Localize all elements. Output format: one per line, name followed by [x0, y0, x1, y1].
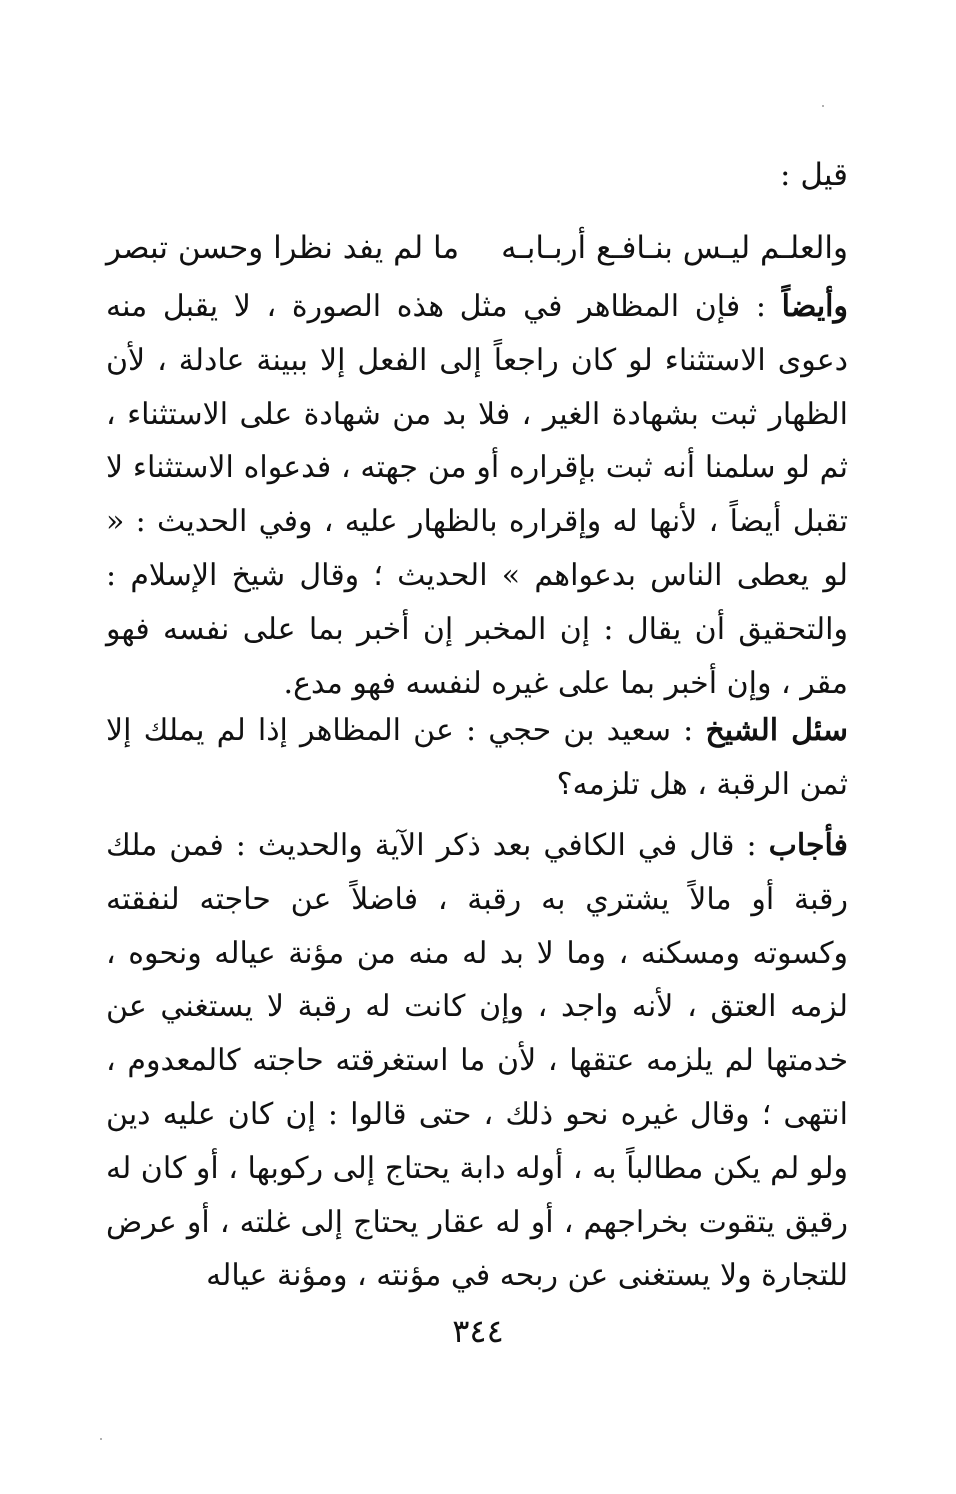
- scan-speck: [822, 105, 824, 107]
- paragraph-text: : قال في الكافي بعد ذكر الآية والحديث : فمن ملك رقبة أو مالاً يشتري به رقبة ، فاضلاً عن حاجته لنفقته وكسوته ومسكنه ، وما لا بد له منه من مؤنة عياله ونحوه ، لزمه العتق ، لأنه واجد ، وإن كانت له رقبة لا يستغني عن خدمتها لم يلزمه عتقها ، لأن ما استغرقته حاجته كالمعدوم ، انتهى ؛ وقال غيره نحو ذلك ، حتى قالوا : إن كان عليه دين ولو لم يكن مطالباً به ، أوله دابة يحتاج إلى ركوبها ، أو كان له رقيق يتقوت بخراجهم ، أو له عقار يحتاج إلى غلته ، أو عرض للتجارة ولا يستغنى عن ربحه في مؤنته ، ومؤنة عياله: [106, 828, 849, 1294]
- paragraph-question: [106, 704, 848, 812]
- verse-second-hemistich: ما لم يفد نظرا وحسن تبصر: [106, 230, 460, 266]
- paragraph-lead: سئل الشيخ: [705, 713, 848, 748]
- section-heading: قيل :: [780, 157, 848, 193]
- poetry-verse: [106, 222, 848, 274]
- paragraph-text: : فإن المظاهر في مثل هذه الصورة ، لا يقبل منه دعوى الاستثناء لو كان راجعاً إلى الفعل إلا ببينة عادلة ، لأن الظهار ثبت بشهادة الغير ، فلا بد من شهادة على الاستثناء ، ثم لو سلمنا أنه ثبت بإقراره أو من جهته ، فدعواه الاستثناء لا تقبل أيضاً ، لأنها له وإقراره بالظهار عليه ، وفي الحديث : « لو يعطى الناس بدعواهم » الحديث ؛ وقال شيخ الإسلام : والتحقيق أن يقال : إن المخبر إن أخبر بما على نفسه فهو مقر ، وإن أخبر بما على غيره لنفسه فهو مدع.: [106, 289, 848, 701]
- paragraph-lead: وأيضاً: [781, 289, 848, 324]
- scan-speck: [100, 1438, 102, 1440]
- paragraph-answer: [106, 819, 848, 1303]
- page-number: ٣٤٤: [452, 1312, 504, 1350]
- paragraph-text: : سعيد بن حجي : عن المظاهر إذا لم يملك إلا ثمن الرقبة ، هل تلزمه؟: [106, 713, 848, 802]
- verse-first-hemistich: والعلـم ليـس بنـافـع أربـابـه: [501, 230, 848, 266]
- paragraph-also: [106, 280, 848, 710]
- paragraph-lead: فأجاب: [768, 828, 848, 863]
